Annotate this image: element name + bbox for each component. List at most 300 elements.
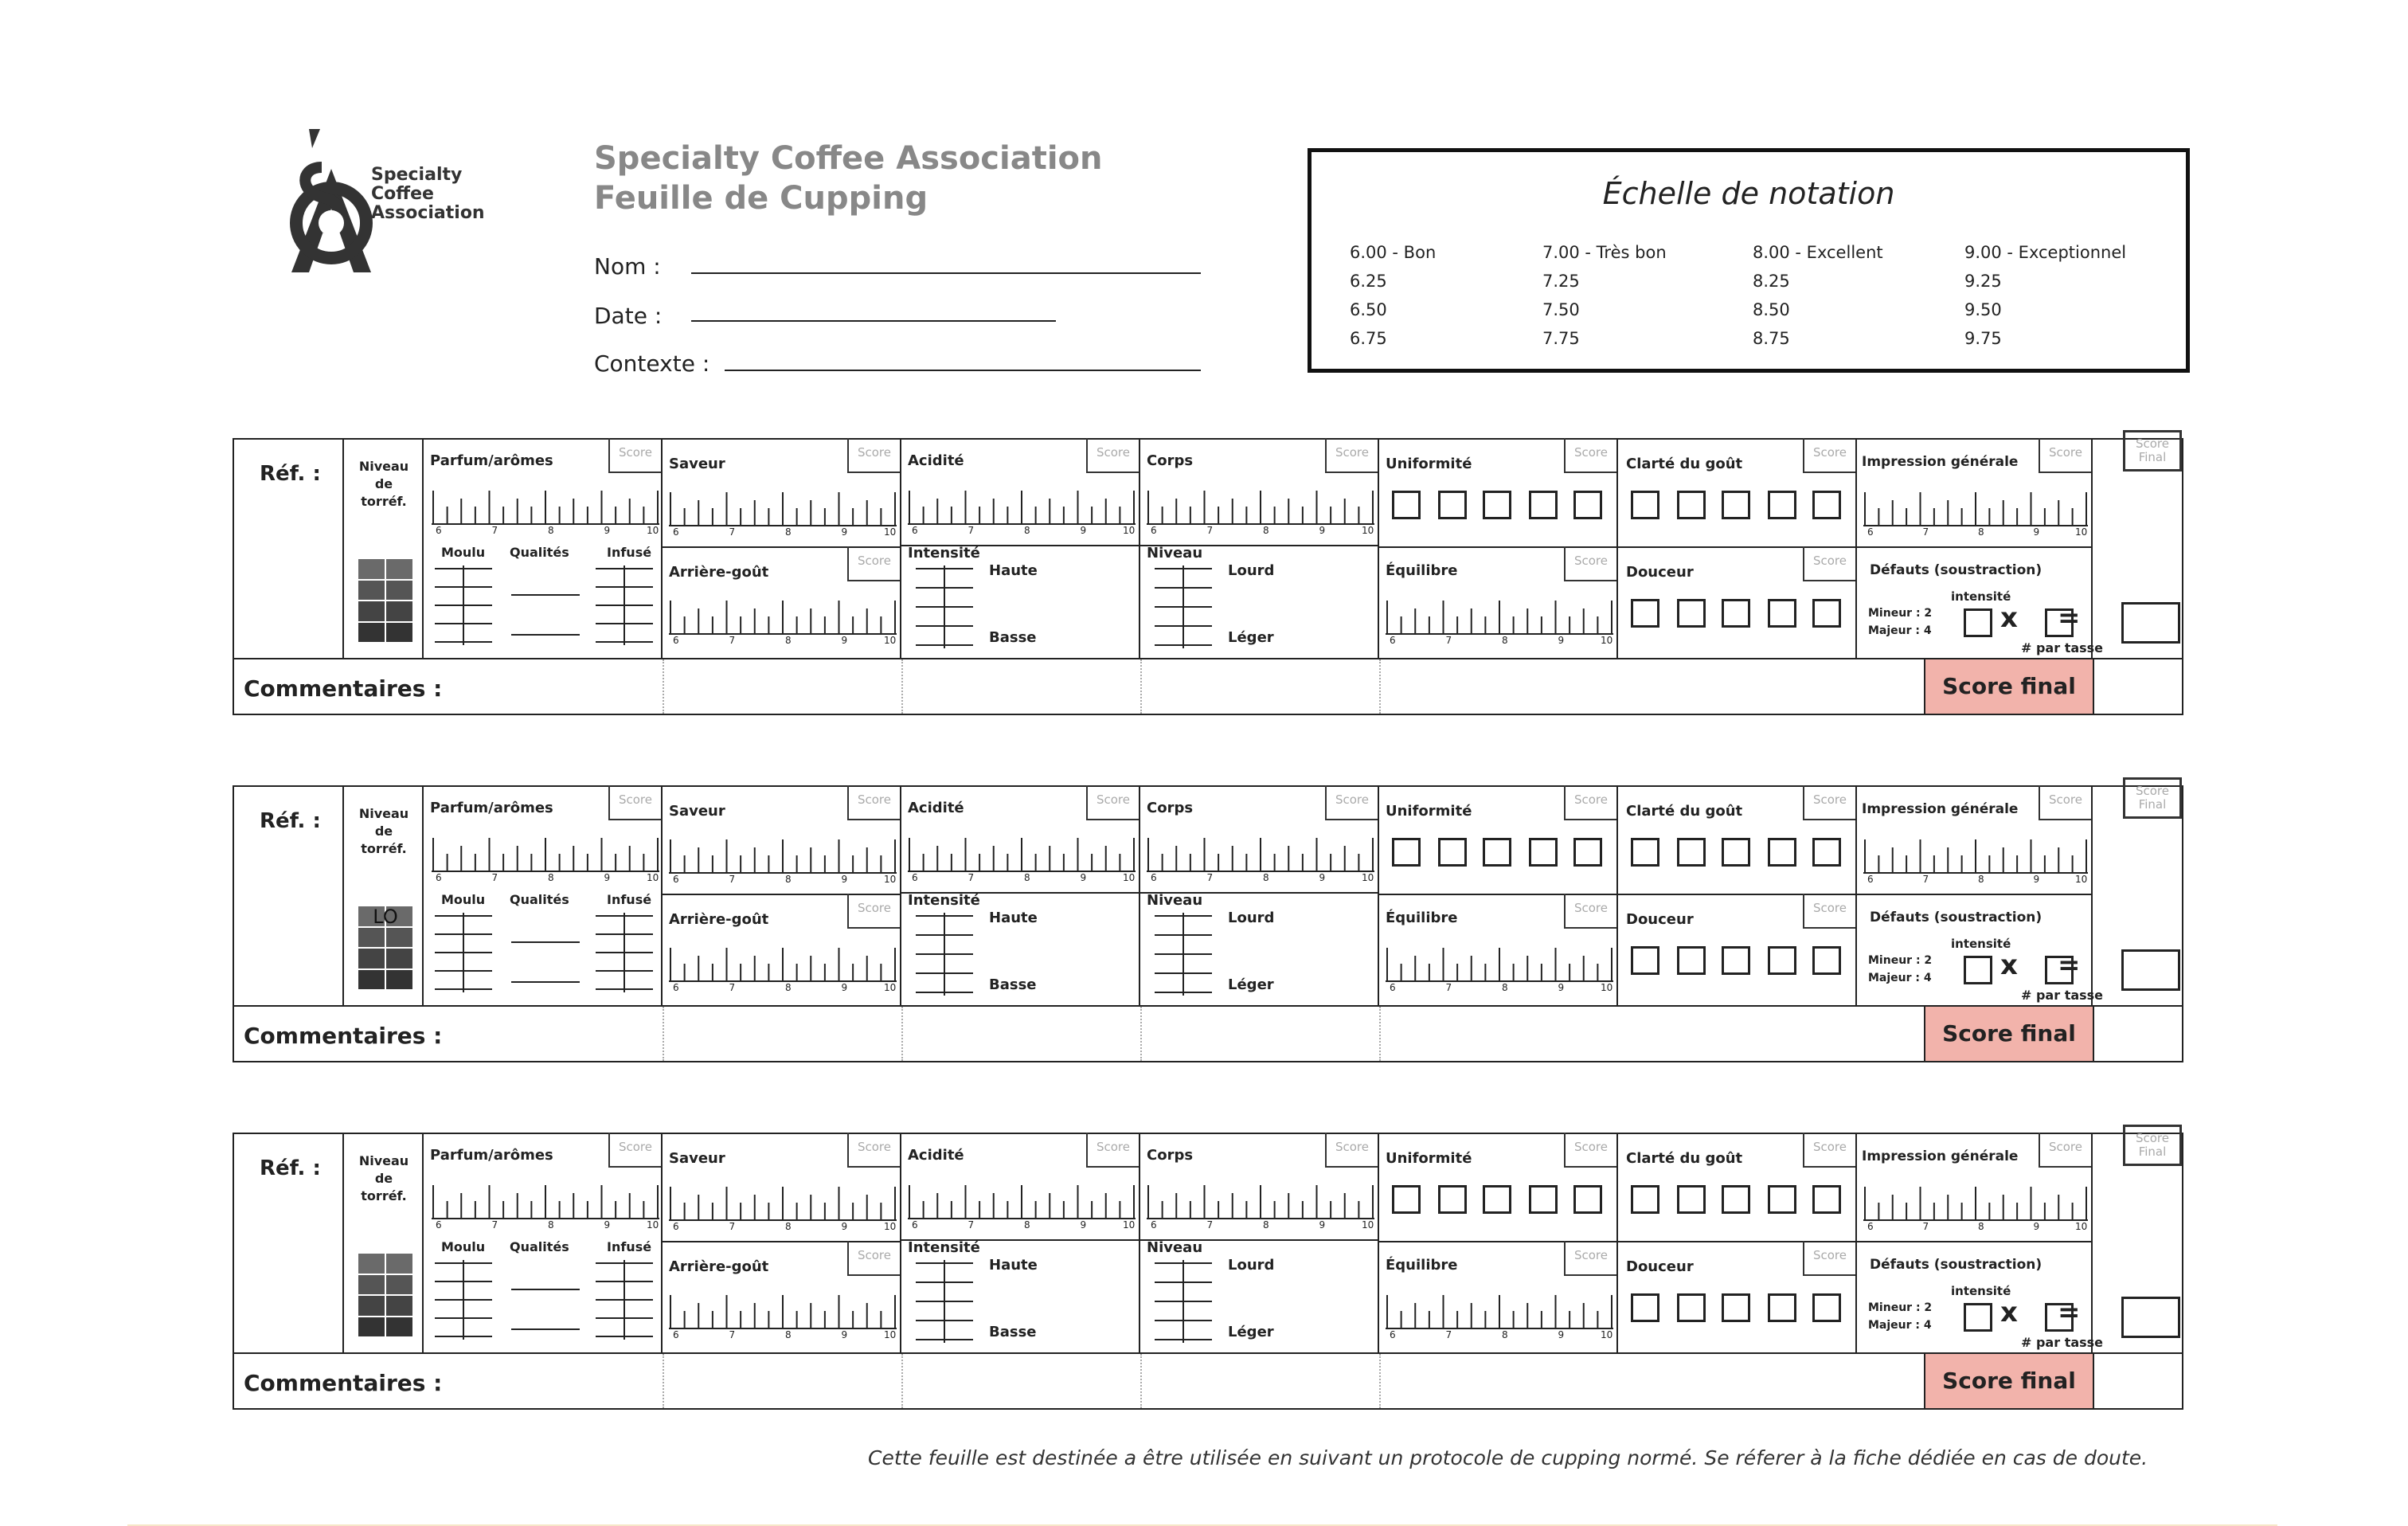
ruler-tick-label: 7 <box>968 872 975 881</box>
multiply-sign: x <box>2000 1297 2018 1328</box>
flavor-score-box[interactable]: Score <box>847 785 900 820</box>
scale-value: 6.50 <box>1350 300 1387 319</box>
ruler-tick-label: 10 <box>884 1221 897 1230</box>
scale-value: 7.25 <box>1542 272 1580 291</box>
ruler-tick-label: 8 <box>1978 874 1984 882</box>
defect-intensity-box[interactable] <box>1964 956 1992 984</box>
final-score-box-label: Score <box>2135 436 2169 451</box>
ruler-tick-label: 6 <box>912 1219 918 1228</box>
ruler-tick-label: 7 <box>968 1219 975 1228</box>
major-defect-label: Majeur : 4 <box>1868 1319 1932 1332</box>
ruler-tick-label: 8 <box>1502 1329 1508 1338</box>
major-defect-label: Majeur : 4 <box>1868 624 1932 637</box>
qualities-line[interactable] <box>511 594 580 596</box>
break-intensity-scale[interactable] <box>596 913 653 992</box>
roast-level-label: Niveau <box>358 459 409 474</box>
scale-column-7 <box>1542 238 1667 353</box>
uniformity-label: Uniformité <box>1386 456 1472 472</box>
ruler-tick-label: 6 <box>436 872 442 881</box>
scale-value: 8.50 <box>1753 300 1790 319</box>
acidity-low-label: Basse <box>989 1324 1037 1340</box>
defects-label: Défauts (soustraction) <box>1870 910 2042 925</box>
ruler-tick-label: 6 <box>1151 1219 1157 1228</box>
final-score-label: Score final <box>1924 1354 2094 1408</box>
clean-cup-checkbox[interactable] <box>1768 838 1796 867</box>
logo-text-line1: Specialty <box>371 165 463 185</box>
defects-label: Défauts (soustraction) <box>1870 1257 2042 1273</box>
comments-label: Commentaires : <box>244 1370 443 1396</box>
logo-text-line2: Coffee <box>371 184 434 204</box>
fragrance-score-box[interactable]: Score <box>608 438 661 473</box>
ruler-tick-label: 10 <box>1362 872 1374 881</box>
balance-score-box[interactable]: Score <box>1564 546 1616 581</box>
flavor-ruler[interactable] <box>669 1174 897 1230</box>
ruler-tick-label: 9 <box>1558 635 1565 644</box>
acidity-score-box[interactable]: Score <box>1086 438 1139 473</box>
ruler-tick-label: 7 <box>729 526 736 535</box>
context-label: Contexte : <box>594 350 710 377</box>
balance-label: Équilibre <box>1386 562 1458 579</box>
ruler-tick-label: 10 <box>1123 525 1136 534</box>
sweetness-checkbox[interactable] <box>1768 946 1796 975</box>
ruler-tick-label: 6 <box>1390 982 1396 991</box>
equals-sign: = <box>2058 602 2081 634</box>
overall-ruler[interactable] <box>1863 479 2088 535</box>
final-score-box-label: Final <box>2138 450 2167 464</box>
dry-intensity-scale[interactable] <box>435 1260 492 1340</box>
roast-swatch[interactable] <box>358 1254 412 1336</box>
equals-sign: = <box>2058 949 2081 981</box>
acidity-score-box[interactable]: Score <box>1086 1133 1139 1168</box>
uniformity-label: Uniformité <box>1386 803 1472 820</box>
sweetness-label: Douceur <box>1626 911 1694 928</box>
acidity-cell <box>901 1133 1140 1352</box>
body-heavy-label: Lourd <box>1228 562 1275 579</box>
uniformity-cup-checkbox[interactable] <box>1438 1185 1467 1214</box>
body-score-box[interactable]: Score <box>1325 438 1378 473</box>
cupping-sample-block <box>233 1133 2183 1413</box>
scale-value: 9.00 - Exceptionnel <box>1964 243 2127 262</box>
body-ruler[interactable] <box>1147 478 1374 534</box>
defect-intensity-box[interactable] <box>1964 1303 1992 1332</box>
ruler-tick-label: 9 <box>1558 982 1565 991</box>
clean-cup-checkbox[interactable] <box>1768 491 1796 519</box>
body-ruler[interactable] <box>1147 1172 1374 1228</box>
roast-level-cell <box>344 438 424 658</box>
defects-total-box[interactable] <box>2121 602 2180 644</box>
clean-cup-checkbox[interactable] <box>1631 491 1659 519</box>
uniformity-cup-checkbox[interactable] <box>1483 838 1511 867</box>
flavor-ruler[interactable] <box>669 827 897 882</box>
uniformity-cup-checkbox[interactable] <box>1438 838 1467 867</box>
ruler-tick-label: 9 <box>2033 874 2040 882</box>
ruler-tick-label: 8 <box>785 874 792 882</box>
acidity-label: Acidité <box>908 800 964 816</box>
flavor-label: Saveur <box>669 803 725 820</box>
ref-label: Réf. : <box>260 462 321 486</box>
aftertaste-ruler[interactable] <box>669 935 897 991</box>
acidity-cell <box>901 438 1140 658</box>
ruler-tick-label: 9 <box>841 1329 848 1338</box>
aftertaste-ruler[interactable] <box>669 1282 897 1338</box>
sweetness-checkbox[interactable] <box>1812 1293 1841 1322</box>
multiply-sign: x <box>2000 949 2018 981</box>
body-light-label: Léger <box>1228 1324 1274 1340</box>
break-label: Infusé <box>607 892 652 907</box>
ruler-tick-label: 6 <box>1867 526 1874 535</box>
qualities-line[interactable] <box>511 1289 580 1290</box>
clean-cup-checkbox[interactable] <box>1722 1185 1750 1214</box>
roast-level-label: torréf. <box>361 841 407 856</box>
fragrance-score-box[interactable]: Score <box>608 785 661 820</box>
defects-intensity-label: intensité <box>1951 1284 2011 1298</box>
dry-intensity-scale[interactable] <box>435 565 492 645</box>
uniformity-score-box[interactable]: Score <box>1564 1133 1616 1168</box>
comments-row[interactable] <box>233 658 2183 715</box>
flavor-label: Saveur <box>669 456 725 472</box>
ruler-tick-label: 7 <box>1922 1221 1929 1230</box>
clean-cup-checkbox[interactable] <box>1722 491 1750 519</box>
name-field[interactable] <box>691 272 1201 274</box>
flavor-label: Saveur <box>669 1150 725 1167</box>
ruler-tick-label: 9 <box>604 525 611 534</box>
ruler-tick-label: 7 <box>1445 635 1452 644</box>
clean-cup-checkbox[interactable] <box>1768 1185 1796 1214</box>
fragrance-score-box[interactable]: Score <box>608 1133 661 1168</box>
ruler-tick-label: 7 <box>729 1329 736 1338</box>
ruler-tick-label: 10 <box>884 982 897 991</box>
ruler-tick-label: 9 <box>1080 525 1087 534</box>
ruler-tick-label: 6 <box>673 635 679 644</box>
date-label: Date : <box>594 303 663 329</box>
sweetness-checkbox[interactable] <box>1812 946 1841 975</box>
qualities-line[interactable] <box>511 941 580 943</box>
sweetness-checkbox[interactable] <box>1631 1293 1659 1322</box>
sweetness-score-box[interactable]: Score <box>1803 894 1855 929</box>
sweetness-checkbox[interactable] <box>1722 1293 1750 1322</box>
balance-score-box[interactable]: Score <box>1564 894 1616 929</box>
qualities-label: Qualités <box>510 892 569 907</box>
scale-value: 7.75 <box>1542 329 1580 348</box>
defects-total-box[interactable] <box>2121 949 2180 991</box>
fragrance-cell <box>424 1133 663 1352</box>
ruler-tick-label: 6 <box>673 1221 679 1230</box>
uniformity-cup-checkbox[interactable] <box>1438 491 1467 519</box>
uniformity-cup-checkbox[interactable] <box>1529 1185 1558 1214</box>
overall-ruler[interactable] <box>1863 827 2088 882</box>
ruler-tick-label: 7 <box>1445 982 1452 991</box>
comments-row[interactable] <box>233 1005 2183 1062</box>
roast-swatch[interactable] <box>358 559 412 642</box>
defects-total-box[interactable] <box>2121 1297 2180 1338</box>
flavor-score-box[interactable]: Score <box>847 1133 900 1168</box>
break-intensity-scale[interactable] <box>596 565 653 645</box>
overall-label: Impression générale <box>1862 801 2019 817</box>
scale-value: 8.25 <box>1753 272 1790 291</box>
acidity-cell <box>901 785 1140 1005</box>
body-light-label: Léger <box>1228 976 1274 993</box>
acidity-ruler[interactable] <box>908 478 1136 534</box>
ruler-tick-label: 6 <box>912 525 918 534</box>
balance-score-box[interactable]: Score <box>1564 1241 1616 1276</box>
final-score-box-label: Final <box>2138 797 2167 812</box>
ruler-tick-label: 8 <box>1502 982 1508 991</box>
ruler-tick-label: 10 <box>647 525 659 534</box>
ruler-tick-label: 6 <box>1867 1221 1874 1230</box>
ruler-tick-label: 6 <box>1151 525 1157 534</box>
ruler-tick-label: 8 <box>1978 526 1984 535</box>
balance-ruler[interactable] <box>1386 1282 1613 1338</box>
uniformity-score-box[interactable]: Score <box>1564 785 1616 820</box>
clean-cup-score-box[interactable]: Score <box>1803 1133 1855 1168</box>
uniformity-cup-checkbox[interactable] <box>1529 838 1558 867</box>
fragrance-label: Parfum/arômes <box>430 800 553 816</box>
ruler-tick-label: 9 <box>604 872 611 881</box>
ruler-tick-label: 10 <box>1362 525 1374 534</box>
clean-cup-checkbox[interactable] <box>1677 838 1706 867</box>
ruler-tick-label: 8 <box>1263 1219 1269 1228</box>
body-score-box[interactable]: Score <box>1325 1133 1378 1168</box>
sweetness-checkbox[interactable] <box>1677 599 1706 628</box>
final-score-box[interactable] <box>2123 777 2182 819</box>
ruler-tick-label: 8 <box>1263 872 1269 881</box>
ruler-tick-label: 7 <box>491 1219 498 1228</box>
flavor-cell <box>663 785 901 1005</box>
break-intensity-scale[interactable] <box>596 1260 653 1340</box>
clean-cup-checkbox[interactable] <box>1631 838 1659 867</box>
flavor-score-box[interactable]: Score <box>847 438 900 473</box>
roast-level-label: torréf. <box>361 494 407 509</box>
clean-cup-score-box[interactable]: Score <box>1803 785 1855 820</box>
ruler-tick-label: 8 <box>1024 525 1030 534</box>
rating-scale-title: Échelle de notation <box>1602 176 1895 211</box>
clean-cup-checkbox[interactable] <box>1812 491 1841 519</box>
uniformity-cup-checkbox[interactable] <box>1392 1185 1421 1214</box>
clean-cup-checkbox[interactable] <box>1677 1185 1706 1214</box>
overall-score-box[interactable]: Score <box>2039 785 2091 820</box>
footnote: Cette feuille est destinée a être utilisée en suivant un protocole de cupping normé. Se réferer à la fiche dédiée en cas de doute. <box>868 1446 2148 1469</box>
body-level-label: Niveau <box>1147 545 1203 561</box>
ruler-tick-label: 10 <box>1601 1329 1613 1338</box>
context-field[interactable] <box>725 370 1201 371</box>
fragrance-label: Parfum/arômes <box>430 1147 553 1164</box>
ruler-tick-label: 9 <box>841 1221 848 1230</box>
sweetness-checkbox[interactable] <box>1631 946 1659 975</box>
sweetness-checkbox[interactable] <box>1631 599 1659 628</box>
uniformity-cell <box>1379 785 1618 1005</box>
ruler-tick-label: 8 <box>1024 872 1030 881</box>
ruler-tick-label: 6 <box>673 526 679 535</box>
fragrance-label: Parfum/arômes <box>430 452 553 469</box>
final-score-label: Score final <box>1924 659 2094 714</box>
ruler-tick-label: 6 <box>912 872 918 881</box>
ruler-tick-label: 7 <box>1445 1329 1452 1338</box>
ref-label: Réf. : <box>260 809 321 833</box>
fragrance-ruler[interactable] <box>432 825 659 881</box>
acidity-ruler[interactable] <box>908 825 1136 881</box>
uniformity-score-box[interactable]: Score <box>1564 438 1616 473</box>
body-level-scale[interactable] <box>1155 1260 1212 1343</box>
ruler-tick-label: 9 <box>841 874 848 882</box>
ruler-tick-label: 10 <box>2075 1221 2088 1230</box>
uniformity-cup-checkbox[interactable] <box>1392 838 1421 867</box>
ruler-tick-label: 7 <box>968 525 975 534</box>
uniformity-cell <box>1379 438 1618 658</box>
body-level-scale[interactable] <box>1155 565 1212 648</box>
clean-cup-checkbox[interactable] <box>1812 838 1841 867</box>
scale-value: 8.00 - Excellent <box>1753 243 1883 262</box>
uniformity-cup-checkbox[interactable] <box>1483 1185 1511 1214</box>
final-score-box[interactable] <box>2123 1125 2182 1166</box>
acidity-intensity-scale[interactable] <box>916 1260 973 1343</box>
multiply-sign: x <box>2000 602 2018 634</box>
ruler-tick-label: 8 <box>548 1219 554 1228</box>
balance-ruler[interactable] <box>1386 588 1613 644</box>
ref-cell[interactable] <box>233 1133 344 1352</box>
scale-value: 8.75 <box>1753 329 1790 348</box>
body-score-box[interactable]: Score <box>1325 785 1378 820</box>
logo-text-line3: Association <box>371 203 485 223</box>
defects-label: Défauts (soustraction) <box>1870 562 2042 578</box>
sweetness-score-box[interactable]: Score <box>1803 1241 1855 1276</box>
ruler-tick-label: 9 <box>841 526 848 535</box>
ref-cell[interactable] <box>233 785 344 1005</box>
ruler-tick-label: 8 <box>548 872 554 881</box>
clean-cup-checkbox[interactable] <box>1631 1185 1659 1214</box>
comments-label: Commentaires : <box>244 675 443 702</box>
ruler-tick-label: 7 <box>1206 525 1214 534</box>
minor-defect-label: Mineur : 2 <box>1868 1301 1933 1314</box>
uniformity-cell <box>1379 1133 1618 1352</box>
ruler-tick-label: 8 <box>1978 1221 1984 1230</box>
sweetness-checkbox[interactable] <box>1677 1293 1706 1322</box>
cupping-sample-block <box>233 785 2183 1066</box>
ruler-tick-label: 7 <box>729 874 736 882</box>
per-cup-label: # par tasse <box>2021 1335 2104 1350</box>
clean-cup-checkbox[interactable] <box>1722 838 1750 867</box>
name-label: Nom : <box>594 253 661 280</box>
scale-column-9 <box>1964 238 2126 353</box>
final-score-box[interactable] <box>2123 430 2182 471</box>
acidity-intensity-label: Intensité <box>908 545 980 561</box>
clean-cup-score-box[interactable]: Score <box>1803 438 1855 473</box>
clean-cup-cell <box>1618 438 1857 658</box>
body-level-scale[interactable] <box>1155 913 1212 996</box>
overall-label: Impression générale <box>1862 1148 2019 1164</box>
aftertaste-score-box[interactable]: Score <box>847 546 900 581</box>
sweetness-score-box[interactable]: Score <box>1803 546 1855 581</box>
scale-value: 6.25 <box>1350 272 1387 291</box>
acidity-high-label: Haute <box>989 562 1038 579</box>
acidity-high-label: Haute <box>989 910 1038 926</box>
overall-score-box[interactable]: Score <box>2039 1133 2091 1168</box>
uniformity-cup-checkbox[interactable] <box>1573 1185 1602 1214</box>
dry-intensity-scale[interactable] <box>435 913 492 992</box>
sweetness-checkbox[interactable] <box>1768 1293 1796 1322</box>
defect-intensity-box[interactable] <box>1964 608 1992 637</box>
fragrance-ruler[interactable] <box>432 478 659 534</box>
clean-cup-cell <box>1618 785 1857 1005</box>
ruler-tick-label: 6 <box>1867 874 1874 882</box>
qualities-line[interactable] <box>511 981 580 983</box>
acidity-intensity-scale[interactable] <box>916 565 973 648</box>
ruler-tick-label: 8 <box>785 635 792 644</box>
acidity-ruler[interactable] <box>908 1172 1136 1228</box>
sweetness-checkbox[interactable] <box>1812 599 1841 628</box>
minor-defect-label: Mineur : 2 <box>1868 954 1933 967</box>
body-cell <box>1140 1133 1379 1352</box>
fragrance-ruler[interactable] <box>432 1172 659 1228</box>
clean-cup-checkbox[interactable] <box>1812 1185 1841 1214</box>
body-label: Corps <box>1147 452 1194 469</box>
sweetness-checkbox[interactable] <box>1677 946 1706 975</box>
ruler-tick-label: 10 <box>884 874 897 882</box>
flavor-ruler[interactable] <box>669 479 897 535</box>
uniformity-cup-checkbox[interactable] <box>1573 491 1602 519</box>
acidity-score-box[interactable]: Score <box>1086 785 1139 820</box>
acidity-low-label: Basse <box>989 629 1037 646</box>
aftertaste-score-box[interactable]: Score <box>847 1241 900 1276</box>
aftertaste-score-box[interactable]: Score <box>847 894 900 929</box>
scale-value: 9.75 <box>1964 329 2002 348</box>
clean-cup-checkbox[interactable] <box>1677 491 1706 519</box>
ruler-tick-label: 10 <box>884 635 897 644</box>
ruler-tick-label: 6 <box>673 982 679 991</box>
overall-score-box[interactable]: Score <box>2039 438 2091 473</box>
ref-cell[interactable] <box>233 438 344 658</box>
ruler-tick-label: 6 <box>1390 1329 1396 1338</box>
roast-level-label: de <box>374 476 393 491</box>
uniformity-cup-checkbox[interactable] <box>1483 491 1511 519</box>
final-score-box-label: Score <box>2135 784 2169 798</box>
date-field[interactable] <box>691 320 1056 322</box>
scale-value: 6.00 - Bon <box>1350 243 1437 262</box>
sheet-title: Specialty Coffee Association <box>594 140 1103 177</box>
ruler-tick-label: 10 <box>647 1219 659 1228</box>
dry-label: Moulu <box>441 545 486 560</box>
final-score-box-label: Score <box>2135 1131 2169 1145</box>
sweetness-checkbox[interactable] <box>1722 946 1750 975</box>
acidity-intensity-label: Intensité <box>908 1239 980 1256</box>
fragrance-cell <box>424 438 663 658</box>
ruler-tick-label: 10 <box>1123 872 1136 881</box>
acidity-intensity-scale[interactable] <box>916 913 973 996</box>
qualities-line[interactable] <box>511 634 580 636</box>
roast-level-label: Niveau <box>358 1153 409 1168</box>
aftertaste-ruler[interactable] <box>669 588 897 644</box>
body-ruler[interactable] <box>1147 825 1374 881</box>
sweetness-checkbox[interactable] <box>1722 599 1750 628</box>
uniformity-cup-checkbox[interactable] <box>1392 491 1421 519</box>
comments-row[interactable] <box>233 1352 2183 1410</box>
scale-column-8 <box>1753 238 1883 353</box>
ruler-tick-label: 9 <box>1319 1219 1326 1228</box>
uniformity-cup-checkbox[interactable] <box>1529 491 1558 519</box>
ruler-tick-label: 9 <box>604 1219 611 1228</box>
ruler-tick-label: 7 <box>491 872 498 881</box>
sweetness-label: Douceur <box>1626 1258 1694 1275</box>
ruler-tick-label: 6 <box>436 525 442 534</box>
qualities-line[interactable] <box>511 1328 580 1330</box>
balance-ruler[interactable] <box>1386 935 1613 991</box>
ruler-tick-label: 10 <box>884 1329 897 1338</box>
ruler-tick-label: 10 <box>2075 874 2088 882</box>
defects-intensity-label: intensité <box>1951 937 2011 951</box>
overall-ruler[interactable] <box>1863 1174 2088 1230</box>
sweetness-checkbox[interactable] <box>1768 599 1796 628</box>
uniformity-cup-checkbox[interactable] <box>1573 838 1602 867</box>
roast-level-cell <box>344 1133 424 1352</box>
